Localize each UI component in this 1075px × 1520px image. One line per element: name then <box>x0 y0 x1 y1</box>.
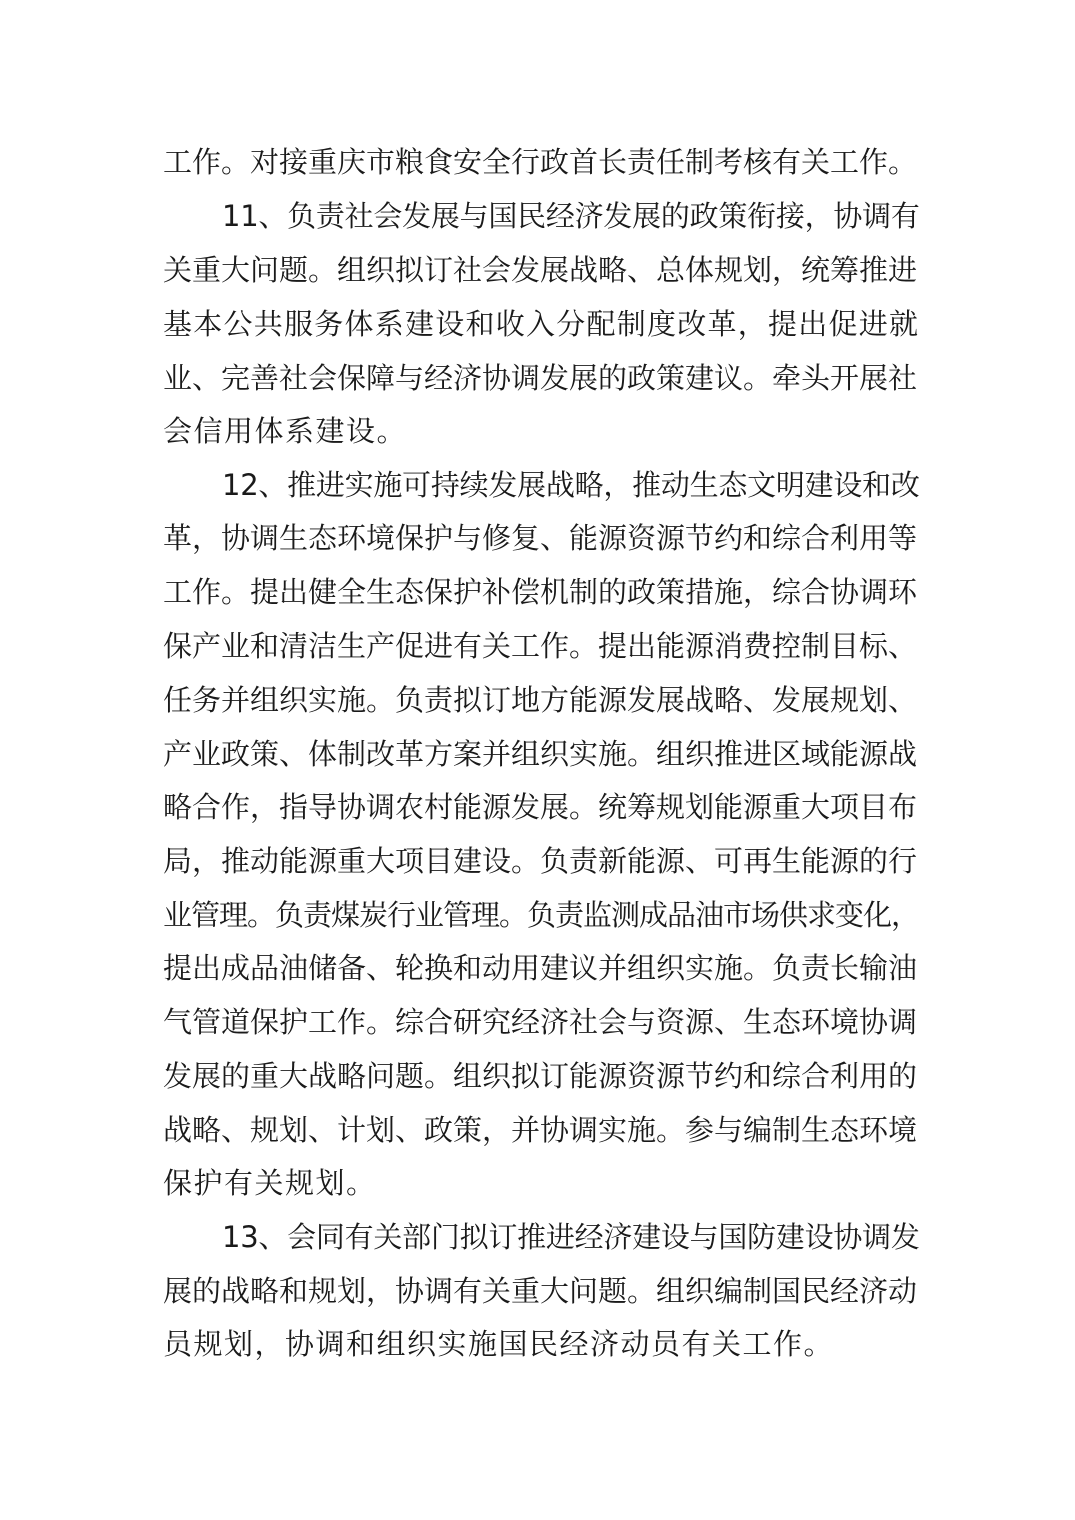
paragraph-12-heading-line: 12、推进实施可持续发展战略，推动生态文明建设和改 <box>222 468 920 502</box>
text-line: 基本公共服务体系建设和收入分配制度改革，提出促进就 <box>163 307 920 341</box>
paragraph-13-heading-line: 13、会同有关部门拟订推进经济建设与国防建设协调发 <box>222 1220 920 1254</box>
text-line: 关重大问题。组织拟订社会发展战略、总体规划，统筹推进 <box>163 253 918 287</box>
text-line: 展的战略和规划，协调有关重大问题。组织编制国民经济动 <box>163 1274 918 1308</box>
text-line: 业、完善社会保障与经济协调发展的政策建议。牵头开展社 <box>163 361 918 395</box>
text-line: 略合作，指导协调农村能源发展。统筹规划能源重大项目布 <box>163 790 918 824</box>
text-line: 工作。对接重庆市粮食安全行政首长责任制考核有关工作。 <box>163 145 918 179</box>
text-line: 保产业和清洁生产促进有关工作。提出能源消费控制目标、 <box>163 629 918 663</box>
text-line: 提出成品油储备、轮换和动用建议并组织实施。负责长输油 <box>163 951 918 985</box>
paragraph-11-heading-line: 11、负责社会发展与国民经济发展的政策衔接，协调有 <box>222 199 920 233</box>
text-line: 业管理。负责煤炭行业管理。负责监测成品油市场供求变化， <box>163 898 920 932</box>
text-line: 气管道保护工作。综合研究经济社会与资源、生态环境协调 <box>163 1005 918 1039</box>
text-line: 会信用体系建设。 <box>163 414 408 448</box>
text-line: 产业政策、体制改革方案并组织实施。组织推进区域能源战 <box>163 737 918 771</box>
text-line: 局，推动能源重大项目建设。负责新能源、可再生能源的行 <box>163 844 918 878</box>
text-line: 战略、规划、计划、政策，并协调实施。参与编制生态环境 <box>163 1113 918 1147</box>
text-line: 发展的重大战略问题。组织拟订能源资源节约和综合利用的 <box>163 1059 918 1093</box>
text-line: 任务并组织实施。负责拟订地方能源发展战略、发展规划、 <box>163 683 918 717</box>
text-line: 员规划，协调和组织实施国民经济动员有关工作。 <box>163 1327 835 1361</box>
text-line: 保护有关规划。 <box>163 1166 377 1200</box>
text-line: 革，协调生态环境保护与修复、能源资源节约和综合利用等 <box>163 521 918 555</box>
text-line: 工作。提出健全生态保护补偿机制的政策措施，综合协调环 <box>163 575 918 609</box>
